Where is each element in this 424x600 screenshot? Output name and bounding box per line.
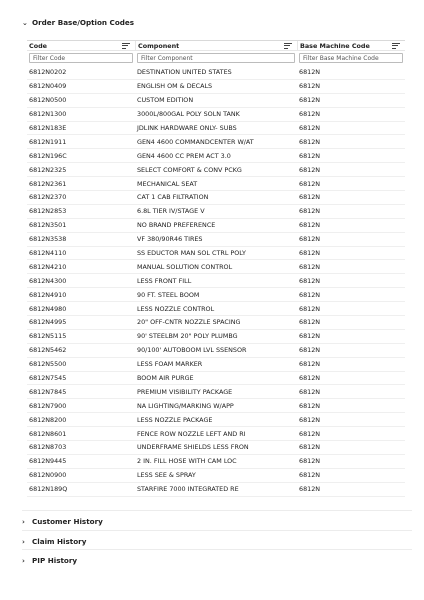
cell-base-machine-code: 6812N — [299, 332, 321, 341]
section-pip-history[interactable] — [22, 556, 77, 565]
section-title: Order Base/Option Codes — [32, 18, 135, 27]
cell-code: 6812N8200 — [29, 415, 67, 424]
filter-lines-icon[interactable] — [392, 43, 400, 50]
cell-component: VF 380/90R46 TIRES — [137, 235, 203, 244]
filter-lines-icon[interactable] — [122, 43, 130, 50]
table-row[interactable] — [27, 455, 405, 469]
cell-code: 6812N4910 — [29, 290, 67, 299]
table-row[interactable] — [27, 94, 405, 108]
cell-base-machine-code: 6812N — [299, 387, 321, 396]
cell-code: 6812N3538 — [29, 235, 67, 244]
cell-component: FENCE ROW NOZZLE LEFT AND RI — [137, 429, 246, 438]
cell-component: SS EDUCTOR MAN SOL CTRL POLY — [137, 249, 246, 258]
cell-base-machine-code: 6812N — [299, 374, 321, 383]
cell-component: ENGLISH OM & DECALS — [137, 82, 213, 91]
cell-component: 90/100' AUTOBOOM LVL SSENSOR — [137, 346, 247, 355]
cell-component: LESS NOZZLE CONTROL — [137, 304, 215, 313]
table-row[interactable] — [27, 427, 405, 441]
cell-base-machine-code: 6812N — [299, 151, 321, 160]
cell-base-machine-code: 6812N — [299, 137, 321, 146]
cell-component: 90 FT. STEEL BOOM — [137, 290, 200, 299]
table-row[interactable] — [27, 399, 405, 413]
cell-code: 6812N8601 — [29, 429, 67, 438]
cell-code: 6812N1300 — [29, 110, 67, 119]
cell-component: MECHANICAL SEAT — [137, 179, 198, 188]
cell-base-machine-code: 6812N — [299, 179, 321, 188]
cell-component: CAT 1 CAB FILTRATION — [137, 193, 209, 202]
cell-base-machine-code: 6812N — [299, 429, 321, 438]
table-row[interactable] — [27, 122, 405, 136]
cell-component: DESTINATION UNITED STATES — [137, 68, 232, 77]
table-row[interactable] — [27, 233, 405, 247]
column-header-code[interactable] — [27, 41, 135, 50]
cell-component: UNDERFRAME SHIELDS LESS FRON — [137, 443, 249, 452]
cell-base-machine-code: 6812N — [299, 485, 321, 494]
cell-code: 6812N3501 — [29, 221, 67, 230]
section-title: Claim History — [32, 537, 87, 546]
table-row[interactable] — [27, 149, 405, 163]
cell-component: BOOM AIR PURGE — [137, 374, 194, 383]
cell-code: 6812N5500 — [29, 360, 67, 369]
cell-base-machine-code: 6812N — [299, 68, 321, 77]
grid-header-row — [27, 40, 405, 51]
cell-component: GEN4 4600 CC PREM ACT 3.0 — [137, 151, 231, 160]
cell-component: LESS FRONT FILL — [137, 276, 192, 285]
table-row[interactable] — [27, 316, 405, 330]
table-row[interactable] — [27, 330, 405, 344]
divider — [22, 510, 412, 511]
section-title: Customer History — [32, 517, 103, 526]
divider — [22, 530, 412, 531]
cell-code: 6812N196C — [29, 151, 67, 160]
cell-component: NO BRAND PREFERENCE — [137, 221, 216, 230]
column-label: Component — [138, 41, 180, 50]
cell-component: LESS SEE & SPRAY — [137, 471, 196, 480]
cell-code: 6812N4995 — [29, 318, 67, 327]
cell-base-machine-code: 6812N — [299, 304, 321, 313]
section-title: PIP History — [32, 556, 78, 565]
cell-base-machine-code: 6812N — [299, 457, 321, 466]
column-label: Base Machine Code — [300, 41, 370, 50]
cell-base-machine-code: 6812N — [299, 110, 321, 119]
table-row[interactable] — [27, 205, 405, 219]
chevron-right-icon: › — [22, 517, 25, 526]
table-row[interactable] — [27, 344, 405, 358]
table-row[interactable] — [27, 177, 405, 191]
cell-base-machine-code: 6812N — [299, 82, 321, 91]
cell-code: 6812N7545 — [29, 374, 67, 383]
table-row[interactable] — [27, 260, 405, 274]
table-row[interactable] — [27, 385, 405, 399]
cell-base-machine-code: 6812N — [299, 262, 321, 271]
section-order-base-option-codes[interactable] — [22, 18, 134, 27]
divider — [22, 549, 412, 550]
filter-base-machine-code-input[interactable] — [299, 53, 403, 63]
table-row[interactable] — [27, 288, 405, 302]
grid-filter-row — [27, 51, 405, 65]
table-row[interactable] — [27, 80, 405, 94]
cell-code: 6812N183E — [29, 124, 67, 132]
cell-code: 6812N4980 — [29, 304, 67, 313]
cell-component: 2 IN. FILL HOSE WITH CAM LOC — [137, 457, 237, 466]
cell-base-machine-code: 6812N — [299, 360, 321, 369]
cell-code: 6812N2370 — [29, 193, 67, 202]
cell-component: 90' STEELBM 20" POLY PLUMBG — [137, 332, 238, 341]
cell-base-machine-code: 6812N — [299, 249, 321, 258]
filter-component-input[interactable] — [137, 53, 295, 63]
cell-base-machine-code: 6812N — [299, 276, 321, 285]
cell-base-machine-code: 6812N — [299, 221, 321, 230]
cell-component: SELECT COMFORT & CONV PCKG — [137, 165, 242, 174]
cell-code: 6812N0202 — [29, 68, 67, 77]
cell-base-machine-code: 6812N — [299, 290, 321, 299]
cell-code: 6812N1911 — [29, 137, 67, 146]
cell-code: 6812N5462 — [29, 346, 67, 355]
cell-component: CUSTOM EDITION — [137, 96, 194, 105]
chevron-right-icon: › — [22, 537, 25, 546]
table-row[interactable] — [27, 191, 405, 205]
table-row[interactable] — [27, 358, 405, 372]
cell-component: 6.8L TIER IV/STAGE V — [137, 207, 205, 216]
cell-base-machine-code: 6812N — [299, 235, 321, 244]
cell-base-machine-code: 6812N — [299, 415, 321, 424]
cell-code: 6812N2361 — [29, 179, 67, 188]
table-row[interactable] — [27, 483, 405, 497]
table-row[interactable] — [27, 66, 405, 80]
cell-base-machine-code: 6812N — [299, 193, 321, 202]
cell-code: 6812N4110 — [29, 249, 67, 258]
filter-lines-icon[interactable] — [284, 43, 292, 50]
chevron-down-icon: ⌄ — [22, 18, 28, 27]
cell-component: PREMIUM VISIBILITY PACKAGE — [137, 387, 233, 396]
cell-component: 3000L/800GAL POLY SOLN TANK — [137, 110, 240, 119]
cell-component: LESS NOZZLE PACKAGE — [137, 415, 213, 424]
cell-code: 6812N7900 — [29, 401, 67, 410]
column-label: Code — [29, 41, 47, 50]
table-row[interactable] — [27, 163, 405, 177]
cell-base-machine-code: 6812N — [299, 318, 321, 327]
cell-base-machine-code: 6812N — [299, 165, 321, 174]
table-row[interactable] — [27, 247, 405, 261]
cell-code: 6812N4210 — [29, 262, 67, 271]
cell-code: 6812N7845 — [29, 387, 67, 396]
cell-code: 6812N0409 — [29, 82, 67, 91]
cell-base-machine-code: 6812N — [299, 401, 321, 410]
cell-base-machine-code: 6812N — [299, 346, 321, 355]
cell-component: MANUAL SOLUTION CONTROL — [137, 262, 233, 271]
column-header-component[interactable] — [135, 41, 297, 50]
table-row[interactable] — [27, 135, 405, 149]
table-row[interactable] — [27, 469, 405, 483]
cell-base-machine-code: 6812N — [299, 443, 321, 452]
cell-code: 6812N2853 — [29, 207, 67, 216]
cell-component: NA LIGHTING/MARKING W/APP — [137, 401, 234, 410]
table-row[interactable] — [27, 413, 405, 427]
table-row[interactable] — [27, 219, 405, 233]
section-claim-history[interactable] — [22, 537, 86, 546]
cell-code: 6812N8703 — [29, 443, 67, 452]
cell-code: 6812N2325 — [29, 165, 67, 174]
cell-base-machine-code: 6812N — [299, 124, 321, 132]
table-row[interactable] — [27, 108, 405, 122]
cell-base-machine-code: 6812N — [299, 207, 321, 216]
cell-code: 6812N9445 — [29, 457, 67, 466]
cell-code: 6812N5115 — [29, 332, 67, 341]
cell-component: STARFIRE 7000 INTEGRATED RE — [137, 485, 239, 494]
section-customer-history[interactable] — [22, 517, 103, 526]
filter-code-input[interactable] — [29, 53, 133, 63]
cell-code: 6812N0900 — [29, 471, 67, 480]
cell-code: 6812N189Q — [29, 485, 68, 494]
cell-component: GEN4 4600 COMMANDCENTER W/AT — [137, 137, 254, 146]
cell-component: 20" OFF-CNTR NOZZLE SPACING — [137, 318, 241, 327]
column-header-base-machine-code[interactable] — [297, 41, 405, 50]
chevron-right-icon: › — [22, 556, 25, 565]
table-row[interactable] — [27, 372, 405, 386]
cell-base-machine-code: 6812N — [299, 96, 321, 105]
cell-code: 6812N0500 — [29, 96, 67, 105]
table-row[interactable] — [27, 274, 405, 288]
cell-component: JDLINK HARDWARE ONLY- SUBS — [137, 124, 237, 132]
grid-body — [27, 66, 405, 497]
cell-base-machine-code: 6812N — [299, 471, 321, 480]
table-row[interactable] — [27, 302, 405, 316]
table-row[interactable] — [27, 441, 405, 455]
cell-code: 6812N4300 — [29, 276, 67, 285]
cell-component: LESS FOAM MARKER — [137, 360, 203, 369]
order-codes-grid — [27, 40, 405, 497]
